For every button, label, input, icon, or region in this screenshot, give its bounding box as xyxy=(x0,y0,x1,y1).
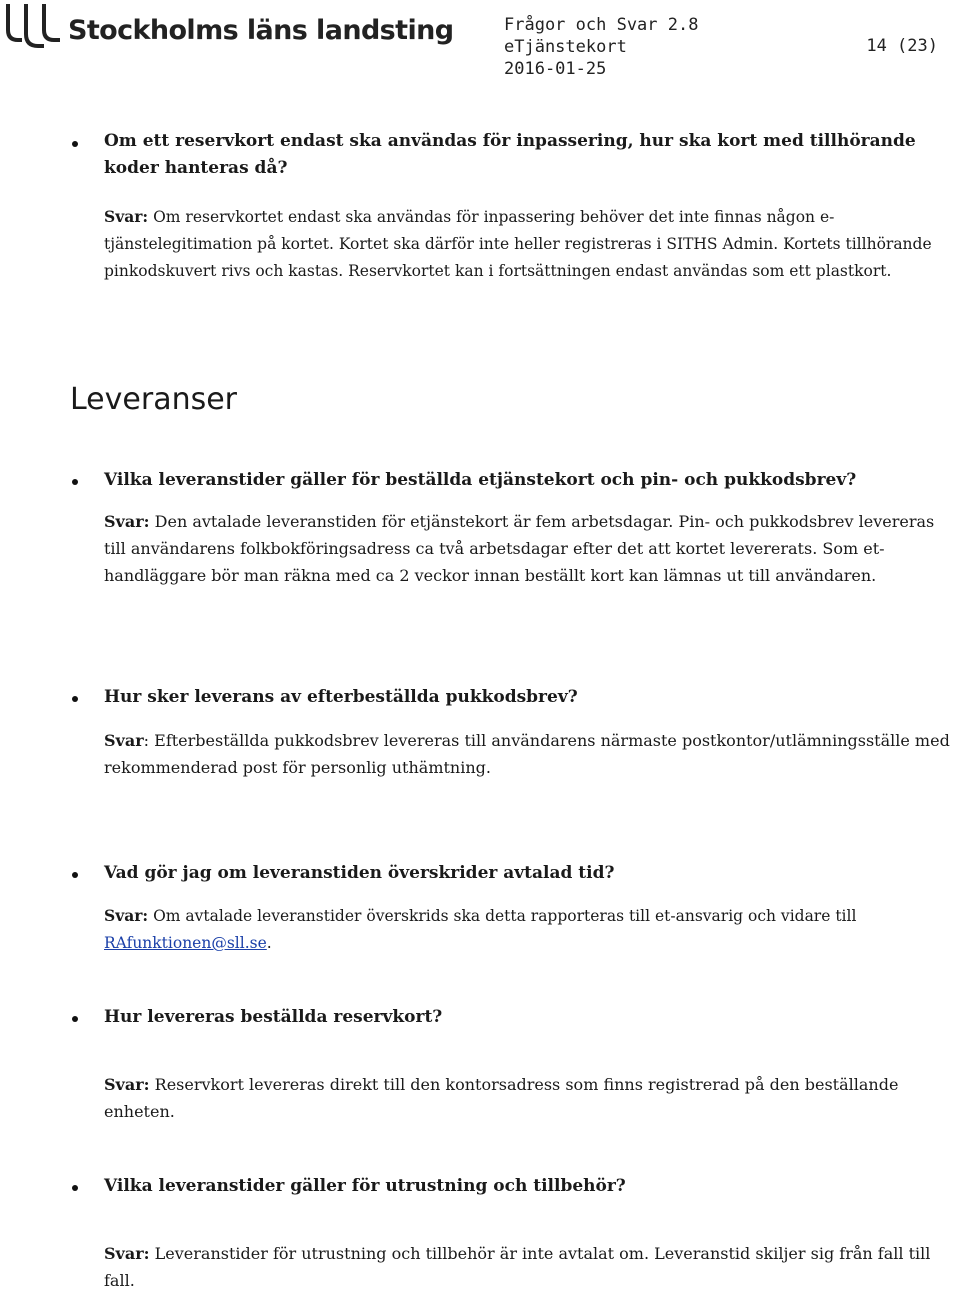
section-heading: Leveranser xyxy=(70,382,238,417)
question-text: Om ett reservkort endast ska användas för inpassering, hur ska kort med tillhörande koder hanteras då? xyxy=(104,131,916,178)
bullet-icon xyxy=(72,141,78,147)
answer-text xyxy=(104,727,956,781)
bullet-icon xyxy=(72,479,78,485)
answer-body: Om avtalade leveranstider överskrids ska detta rapporteras till et-ansvarig och vidare till xyxy=(153,907,857,925)
question-text: Hur levereras beställda reservkort? xyxy=(104,1007,443,1027)
doc-date: 2016-01-25 xyxy=(504,59,607,79)
answer-label: Svar: xyxy=(104,1075,150,1094)
bullet-icon xyxy=(72,872,78,878)
answer-text xyxy=(104,1240,956,1294)
answer-text xyxy=(104,1071,956,1125)
question-text: Vad gör jag om leveranstiden överskrider avtalad tid? xyxy=(104,863,615,883)
doc-header xyxy=(504,14,698,80)
answer-text xyxy=(104,902,956,957)
answer-text xyxy=(104,203,956,285)
doc-subject: eTjänstekort xyxy=(504,37,627,57)
bullet-icon xyxy=(72,696,78,702)
answer-body: Leveranstider för utrustning och tillbehör är inte avtalat om. Leveranstid skiljer sig från fall till fall. xyxy=(104,1244,931,1290)
question-text: Vilka leveranstider gäller för beställda etjänstekort och pin- och pukkodsbrev? xyxy=(104,470,857,490)
answer-body: : Efterbeställda pukkodsbrev levereras till användarens närmaste postkontor/utlämningsställe med rekommenderad post för personlig uthämtning. xyxy=(104,731,950,777)
answer-label: Svar xyxy=(104,731,144,750)
answer-body: Reservkort levereras direkt till den kontorsadress som finns registrerad på den beställande enheten. xyxy=(104,1075,899,1121)
answer-label: Svar: xyxy=(104,1244,150,1263)
answer-end: . xyxy=(266,934,272,952)
answer-body: Den avtalade leveranstiden för etjänstekort är fem arbetsdagar. Pin- och pukkodsbrev levereras till användarens folkbokföringsadress ca två arbetsdagar efter det att kortet levererats. Som et-handläggare bör man räkna med ca 2 veckor innan beställt kort kan lämnas ut till användaren. xyxy=(104,512,935,585)
org-logo xyxy=(4,2,453,52)
answer-label: Svar: xyxy=(104,207,149,226)
doc-title: Frågor och Svar 2.8 xyxy=(504,15,699,35)
bullet-icon xyxy=(72,1016,78,1022)
sll-logo-icon xyxy=(4,2,64,52)
email-link[interactable]: RAfunktionen@sll.se xyxy=(104,934,267,952)
question-text: Hur sker leverans av efterbeställda pukkodsbrev? xyxy=(104,687,578,707)
answer-text xyxy=(104,508,956,589)
org-name: Stockholms läns landsting xyxy=(68,14,454,46)
bullet-icon xyxy=(72,1185,78,1191)
answer-label: Svar: xyxy=(104,906,149,925)
page-number: 14 (23) xyxy=(866,36,938,56)
answer-body: Om reservkortet endast ska användas för inpassering behöver det inte finnas någon e-tjänstelegitimation på kortet. Kortet ska därför inte heller registreras i SITHS Admin. Kortets tillhörande pinkodskuvert rivs och kastas. Reservkortet kan i fortsättningen endast användas som ett plastkort. xyxy=(104,208,932,280)
question-text: Vilka leveranstider gäller för utrustning och tillbehör? xyxy=(104,1176,626,1196)
answer-label: Svar: xyxy=(104,512,150,531)
